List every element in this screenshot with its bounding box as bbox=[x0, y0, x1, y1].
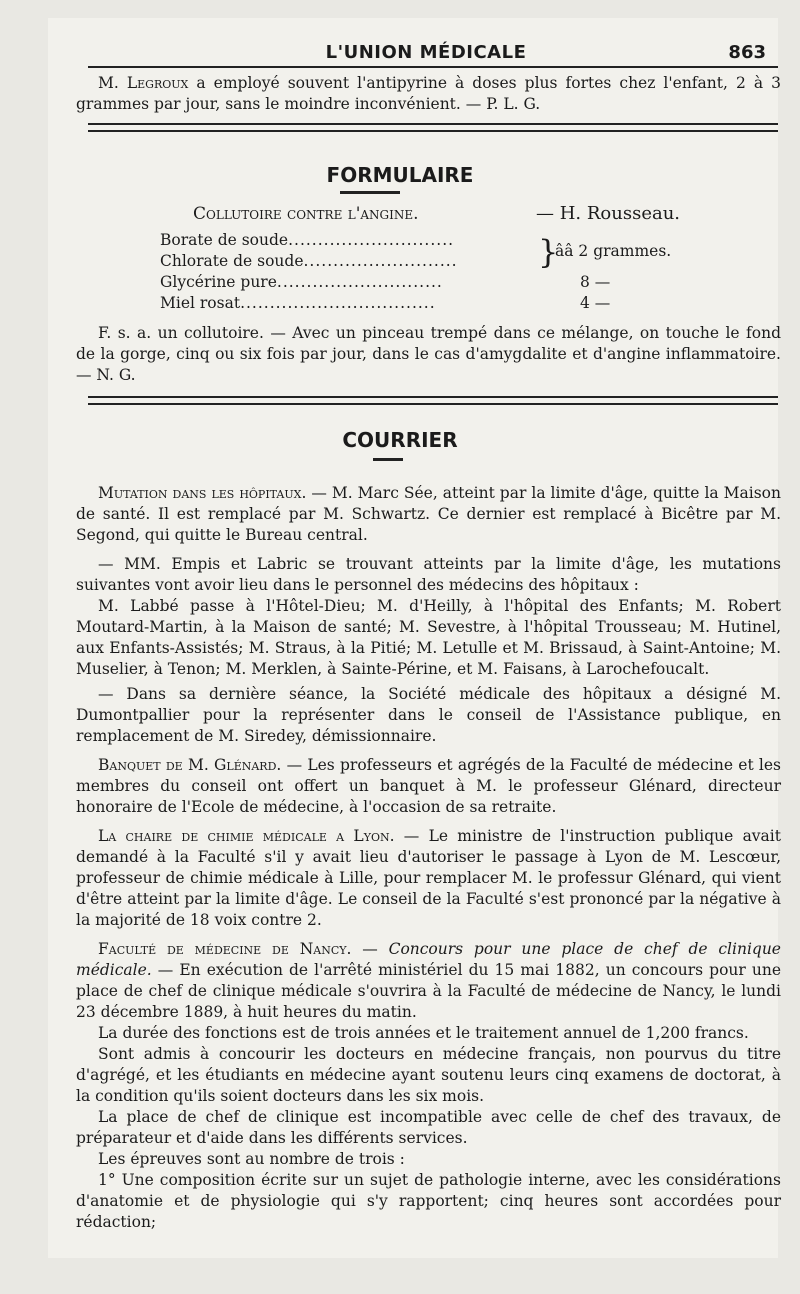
note-name: M. Legroux bbox=[98, 74, 189, 92]
recipe-ingredients bbox=[160, 230, 780, 320]
ingredient-row: Glycérine pure............................ bbox=[160, 273, 443, 291]
qty-shared: ââ 2 grammes. bbox=[555, 242, 672, 260]
paragraph: La durée des fonctions est de trois années et le traitement annuel de 1,200 francs. bbox=[98, 1024, 749, 1042]
paragraph: Les épreuves sont au nombre de trois : bbox=[98, 1150, 405, 1168]
recipe-author: — H. Rousseau. bbox=[536, 203, 681, 224]
heading-underline bbox=[340, 191, 400, 194]
paragraph-banquet: Banquet de M. Glénard. — Les professeurs et agrégés de la Faculté de médecine et les membres du conseil ont offert un banquet à M. le professeur Glénard, directeur honoraire de l'Ecole de médecine, à l'occasion de sa retraite. bbox=[76, 756, 782, 816]
courrier-heading: COURRIER bbox=[342, 428, 458, 452]
page-number: 863 bbox=[728, 42, 766, 63]
paragraph-lyon: La chaire de chimie médicale a Lyon. — Le ministre de l'instruction publique avait demandé à la Faculté s'il y avait lieu d'autoriser le passage à Lyon de M. Lescœur, professeur de chimie médicale à Lille, pour remplacer M. le professur Glénard, qui vient d'être atteint par la limite d'âge. Le conseil de la Faculté s'est prononcé par la négative à la majorité de 18 voix contre 2. bbox=[76, 827, 781, 929]
paragraph: M. Labbé passe à l'Hôtel-Dieu; M. d'Heilly, à l'hôpital des Enfants; M. Robert Moutard-Martin, à la Maison de santé; M. Sevestre, à l'hôpital Trousseau; M. Hutinel, aux Enfants-Assistés; M. Straus, à la Pitié; M. Letulle et M. Brissaud, à Saint-Antoine; M. Muselier, à Tenon; M. Merklen, à Sainte-Périne, et M. Faisans, à Larochefoucalt. bbox=[76, 597, 781, 678]
header-rule bbox=[88, 66, 778, 68]
heading-underline bbox=[373, 458, 403, 461]
qty-miel: 4 — bbox=[580, 294, 611, 312]
page-header bbox=[76, 32, 776, 66]
paragraph: La place de chef de clinique est incompatible avec celle de chef des travaux, de préparateur et d'aide dans les différents services. bbox=[76, 1108, 781, 1147]
recipe-instructions: F. s. a. un collutoire. — Avec un pinceau trempé dans ce mélange, on touche le fond de la gorge, cinq ou six fois par jour, dans le cas d'amygdalite et d'angine inflammatoire. — N. G. bbox=[76, 324, 781, 384]
running-title: L'UNION MÉDICALE bbox=[325, 42, 527, 63]
ingredient-row: Miel rosat................................. bbox=[160, 294, 436, 312]
note-text: a employé souvent l'antipyrine à doses plus fortes chez l'enfant, 2 à 3 grammes par jour, sans le moindre inconvénient. — P. L. G. bbox=[76, 74, 781, 113]
paragraph: — Dans sa dernière séance, la Société médicale des hôpitaux a désigné M. Dumontpallier pour la représenter dans le conseil de l'Assistance publique, en remplacement de M. Siredey, démissionnaire. bbox=[76, 685, 781, 745]
paragraph-mutation: Mutation dans les hôpitaux. — M. Marc Sée, atteint par la limite d'âge, quitte la Maison de santé. Il est remplacé par M. Schwartz. Ce dernier est remplacé à Bicêtre par M. Segond, qui quitte le Bureau central. bbox=[76, 484, 781, 544]
paragraph: — MM. Empis et Labric se trouvant atteints par la limite d'âge, les mutations suivantes vont avoir lieu dans le personnel des médecins des hôpitaux : bbox=[76, 555, 781, 594]
courrier-body bbox=[76, 483, 781, 1233]
recipe-title: Collutoire contre l'angine. bbox=[193, 204, 419, 224]
legroux-note bbox=[76, 73, 781, 115]
paragraph: Sont admis à concourir les docteurs en médecine français, non pourvus du titre d'agrégé, et les étudiants en médecine ayant soutenu leurs cinq examens de doctorat, à la condition qu'ils soient docteurs dans les six mois. bbox=[76, 1045, 781, 1105]
brace: } bbox=[538, 233, 559, 271]
section-divider bbox=[88, 123, 778, 132]
paragraph: 1° Une composition écrite sur un sujet de pathologie interne, avec les considérations d'anatomie et de physiologie qui s'y rapportent; cinq heures sont accordées pour rédaction; bbox=[76, 1171, 781, 1231]
journal-page bbox=[48, 18, 782, 1258]
section-divider bbox=[88, 396, 778, 405]
formulaire-heading: FORMULAIRE bbox=[326, 163, 474, 187]
ingredient-row: Chlorate de soude.......................... bbox=[160, 252, 458, 270]
paragraph-nancy: Faculté de médecine de Nancy. — Concours pour une place de chef de clinique médicale. — En exécution de l'arrêté ministériel du 15 mai 1882, un concours pour une place de chef de clinique médicale s'ouvrira à la Faculté de médecine de Nancy, le lundi 23 décembre 1889, à huit heures du matin. bbox=[76, 940, 781, 1021]
ingredient-row: Borate de soude............................ bbox=[160, 231, 455, 249]
qty-glycerine: 8 — bbox=[580, 273, 611, 291]
